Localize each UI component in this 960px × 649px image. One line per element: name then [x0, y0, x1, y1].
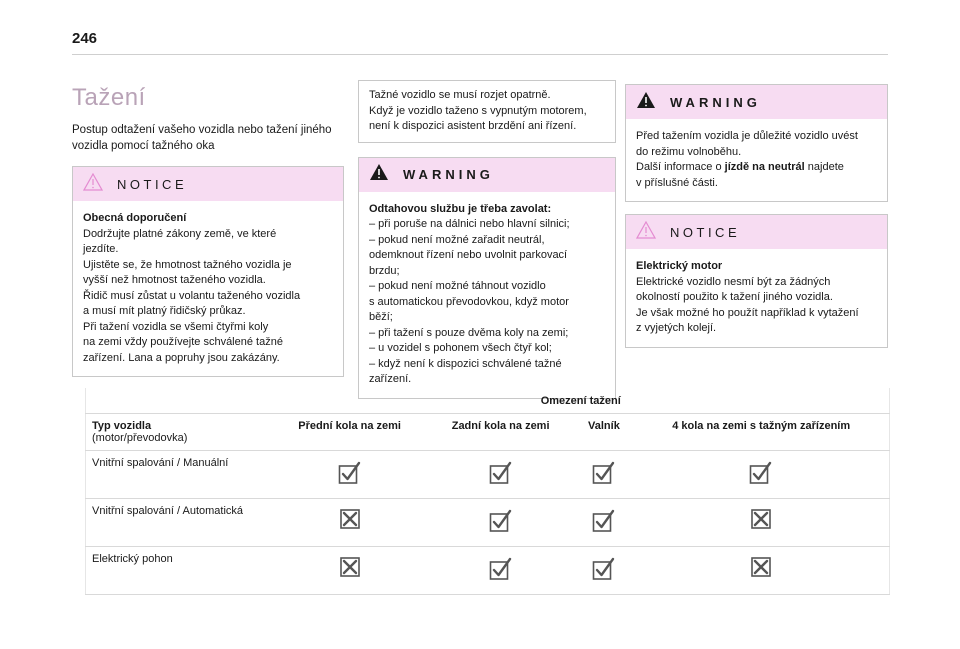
vehicle-type-sub: (motor/převodovka): [92, 432, 188, 444]
warning-heading: Odtahovou službu je třeba zavolat:: [369, 202, 552, 215]
cross-icon: [633, 547, 889, 595]
table-row: [86, 547, 890, 595]
warning-line: brzdu;: [369, 264, 400, 277]
notice-line: z vyjetých kolejí.: [636, 322, 717, 334]
section-title: Tažení: [72, 84, 146, 111]
notice-header-right: [626, 215, 887, 249]
left-column: [72, 78, 344, 389]
column-header: Zadní kola na zemi: [427, 414, 575, 451]
table-group-header-row: [86, 388, 890, 414]
notice-label-right: NOTICE: [670, 224, 741, 240]
table-row: [86, 451, 890, 499]
notice-line: Řidič musí zůstat u volantu taženého vozidla: [83, 289, 301, 302]
warning-body-right: [626, 119, 887, 201]
warning-body: [359, 192, 615, 398]
notice-heading-right: Elektrický motor: [636, 260, 723, 272]
notice-line: a musí mít platný řidičský průkaz.: [83, 305, 246, 317]
warning-line: – při tažení s pouze dvěma koly na zemi;: [369, 326, 569, 339]
cross-icon: [633, 499, 889, 547]
notice-line: na zemi vždy používejte schválené tažné: [83, 336, 283, 348]
warning-icon: [369, 163, 389, 186]
notice-line: Při tažení vozidla se všemi čtyřmi koly: [83, 320, 269, 333]
notice-box-right: [625, 214, 888, 348]
middle-column: [358, 80, 616, 411]
table-row: [86, 499, 890, 547]
notice-lines: [83, 227, 333, 367]
notice-line: Je však možné ho použít například k vytažení: [636, 306, 859, 319]
check-icon: [427, 547, 575, 595]
table-header-row: [86, 414, 890, 451]
row-label: Vnitřní spalování / Automatická: [86, 499, 273, 547]
notice-line: jezdíte.: [83, 243, 119, 255]
warning-line: – pokud není možné zařadit neutrál,: [369, 233, 545, 246]
warning-icon: [636, 91, 656, 114]
warning-line: Před tažením vozidla je důležité vozidlo uvést: [636, 130, 858, 142]
vehicle-type-header: [86, 414, 273, 451]
notice-label: NOTICE: [117, 176, 188, 192]
warning-label-right: WARNING: [670, 94, 761, 110]
check-icon: [574, 547, 633, 595]
warning-line: s automatickou převodovkou, když motor: [369, 295, 569, 308]
check-icon: [273, 451, 427, 499]
group-header: Omezení tažení: [540, 395, 621, 407]
warning-header: [359, 158, 615, 192]
warning-header-right: [626, 85, 887, 119]
warning-line: – když není k dispozici schválené tažné: [369, 357, 562, 370]
notice-lines-right: [636, 275, 877, 337]
info-line: Když je vozidlo taženo s vypnutým motorem,: [369, 104, 587, 117]
notice-body-right: [626, 249, 887, 347]
info-box: [358, 80, 616, 143]
warning-box-right: [625, 84, 888, 202]
notice-box: [72, 166, 344, 377]
notice-icon: [83, 173, 103, 196]
right-column: [625, 84, 888, 360]
notice-header: [73, 167, 343, 201]
cross-icon: [273, 499, 427, 547]
neutral-driving-link-text: jízdě na neutrál: [724, 161, 805, 173]
page-number: 246: [72, 30, 98, 47]
warning-line: odemknout řízení nebo uvolnit parkovací: [369, 249, 568, 261]
check-icon: [574, 499, 633, 547]
warning-line: zařízení.: [369, 373, 412, 385]
vehicle-type-label: Typ vozidla: [92, 420, 152, 432]
row-label: Vnitřní spalování / Manuální: [86, 451, 273, 499]
column-header: 4 kola na zemi s tažným zařízením: [633, 414, 889, 451]
notice-line: zařízení. Lana a popruhy jsou zakázány.: [83, 351, 280, 364]
towing-restrictions-table: [85, 388, 890, 595]
check-icon: [574, 451, 633, 499]
top-divider: [72, 54, 888, 55]
warning-line: v příslušné části.: [636, 176, 718, 189]
cross-icon: [273, 547, 427, 595]
row-label: Elektrický pohon: [86, 547, 273, 595]
warning-line: běží;: [369, 311, 393, 323]
notice-body: [73, 201, 343, 376]
warning-line: – u vozidel s pohonem všech čtyř kol;: [369, 342, 552, 354]
column-header: Přední kola na zemi: [273, 414, 427, 451]
warning-label: WARNING: [403, 167, 494, 182]
warning-line: Další informace o jízdě na neutrál najdete: [636, 161, 844, 173]
notice-line: Elektrické vozidlo nesmí být za žádných: [636, 275, 831, 288]
notice-line: Ujistěte se, že hmotnost tažného vozidla je: [83, 258, 292, 271]
notice-heading: Obecná doporučení: [83, 212, 187, 224]
notice-icon: [636, 221, 656, 244]
warning-box: [358, 157, 616, 399]
check-icon: [633, 451, 889, 499]
notice-line: okolností použito k tažení jiného vozidla.: [636, 291, 833, 303]
check-icon: [427, 451, 575, 499]
info-line: Tažné vozidlo se musí rozjet opatrně.: [369, 89, 551, 101]
notice-line: vyšší než hmotnost taženého vozidla.: [83, 274, 266, 286]
warning-lines: [369, 217, 605, 388]
intro-text: Postup odtažení vašeho vozidla nebo tažení jiného vozidla pomocí tažného oka: [72, 124, 332, 152]
warning-line: do režimu volnoběhu.: [636, 145, 742, 158]
info-line: není k dispozici asistent brzdění ani řízení.: [369, 120, 577, 132]
column-header: Valník: [574, 414, 633, 451]
warning-line: – pokud není možné táhnout vozidlo: [369, 280, 546, 292]
warning-line: – při poruše na dálnici nebo hlavní silnici;: [369, 218, 570, 230]
notice-line: Dodržujte platné zákony země, ve které: [83, 227, 277, 240]
check-icon: [427, 499, 575, 547]
